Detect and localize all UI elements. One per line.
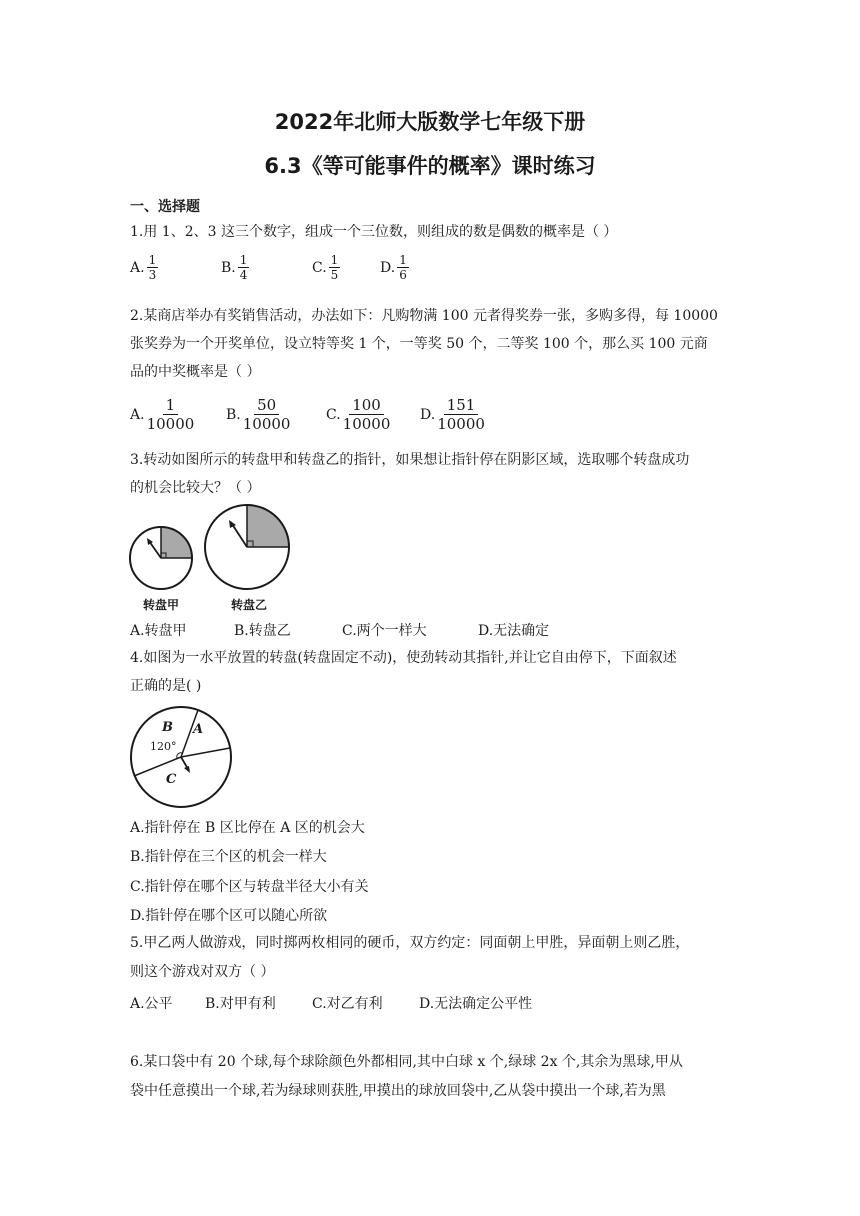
fraction — [437, 396, 485, 433]
denominator: 4 — [239, 268, 248, 282]
pointer-arrowhead — [229, 520, 236, 528]
q4-option-d[interactable]: D.指针停在哪个区可以随心所欲 — [130, 908, 328, 924]
fraction — [238, 253, 250, 282]
section-heading: 一、选择题 — [130, 199, 200, 215]
question-4-line1: 4.如图为一水平放置的转盘(转盘固定不动)，使劲转动其指针,并让它自由停下，下面叙述 — [130, 650, 677, 666]
denominator: 6 — [399, 268, 407, 282]
spinner-jia-figure — [128, 525, 194, 591]
question-1-options — [130, 253, 430, 293]
pointer-needle — [232, 524, 247, 547]
option-label: C. — [312, 259, 327, 276]
numerator: 50 — [254, 396, 279, 415]
document-title-line2: 6.3《等可能事件的概率》课时练习 — [264, 154, 596, 178]
option-label: D. — [420, 406, 436, 423]
q2-option-d[interactable] — [420, 396, 485, 433]
question-4-line2: 正确的是( ) — [130, 678, 202, 694]
denominator: 10000 — [437, 415, 485, 433]
numerator: 1 — [148, 253, 157, 267]
fraction — [147, 396, 195, 433]
denominator: 5 — [330, 268, 339, 282]
q2-option-b[interactable] — [226, 396, 290, 433]
q5-option-a[interactable]: A.公平 — [130, 996, 173, 1012]
q5-option-b[interactable]: B.对甲有利 — [205, 996, 276, 1012]
q2-option-c[interactable] — [326, 396, 390, 433]
question-2-line2: 张奖券为一个开奖单位，设立特等奖 1 个，一等奖 50 个，二等奖 100 个，那么买 100 元商 — [130, 336, 708, 352]
document-title-line1: 2022年北师大版数学七年级下册 — [274, 110, 586, 134]
q4-option-a[interactable]: A.指针停在 B 区比停在 A 区的机会大 — [130, 820, 365, 836]
pointer-needle — [149, 541, 161, 558]
q1-option-a[interactable] — [130, 253, 158, 282]
spinner-jia-caption: 转盘甲 — [143, 598, 180, 612]
q1-option-b[interactable] — [221, 253, 249, 282]
question-3-line2: 的机会比较大？（ ） — [130, 480, 261, 496]
option-label: A. — [130, 406, 145, 423]
question-2-options — [130, 396, 530, 440]
spinner-yi-figure — [203, 503, 291, 591]
spinner-yi-caption: 转盘乙 — [231, 598, 268, 612]
question-5-line2: 则这个游戏对双方（ ） — [130, 964, 275, 980]
question-3-line1: 3.转动如图所示的转盘甲和转盘乙的指针，如果想让指针停在阴影区域，选取哪个转盘成功 — [130, 452, 690, 468]
region-label-b: B — [162, 720, 173, 735]
question-2-line3: 品的中奖概率是（ ） — [130, 364, 261, 380]
fraction — [243, 396, 291, 433]
q3-option-c[interactable]: C.两个一样大 — [342, 623, 427, 639]
question-6-line1: 6.某口袋中有 20 个球,每个球除颜色外都相同,其中白球 x 个,绿球 2x 个,其余为黑球,甲从 — [130, 1054, 683, 1070]
region-label-c: C — [166, 772, 177, 787]
option-label: A. — [130, 259, 145, 276]
spinner-abc-figure — [129, 705, 233, 809]
angle-label: 120° — [150, 740, 177, 753]
q5-option-c[interactable]: C.对乙有利 — [312, 996, 383, 1012]
q1-option-d[interactable] — [380, 253, 409, 282]
region-label-a: A — [193, 722, 204, 737]
option-label: B. — [226, 406, 241, 423]
q3-option-b[interactable]: B.转盘乙 — [234, 623, 291, 639]
q1-option-c[interactable] — [312, 253, 340, 282]
option-label: D. — [380, 259, 396, 276]
numerator: 1 — [330, 253, 339, 267]
denominator: 10000 — [342, 415, 391, 433]
q3-option-a[interactable]: A.转盘甲 — [130, 623, 187, 639]
fraction — [397, 253, 409, 282]
question-2-line1: 2.某商店举办有奖销售活动，办法如下：凡购物满 100 元者得奖券一张，多购多得，每 10000 — [130, 308, 718, 324]
q4-option-b[interactable]: B.指针停在三个区的机会一样大 — [130, 849, 327, 865]
q3-option-d[interactable]: D.无法确定 — [478, 623, 550, 639]
fraction — [343, 396, 391, 433]
numerator: 151 — [444, 396, 479, 415]
option-label: B. — [221, 259, 236, 276]
question-5-line1: 5.甲乙两人做游戏，同时掷两枚相同的硬币，双方约定：同面朝上甲胜，异面朝上则乙胜， — [130, 935, 690, 951]
fraction — [329, 253, 341, 282]
pointer-arrowhead — [184, 766, 190, 773]
question-1-text: 1.用 1、2、3 这三个数字，组成一个三位数，则组成的数是偶数的概率是（ ） — [130, 224, 618, 240]
numerator: 100 — [349, 396, 384, 415]
numerator: 1 — [239, 253, 248, 267]
option-label: C. — [326, 406, 341, 423]
numerator: 1 — [399, 253, 407, 267]
q4-option-c[interactable]: C.指针停在哪个区与转盘半径大小有关 — [130, 879, 369, 895]
fraction — [147, 253, 159, 282]
q2-option-a[interactable] — [130, 396, 194, 433]
denominator: 10000 — [242, 415, 291, 433]
radius-line — [181, 748, 230, 757]
question-6-line2: 袋中任意摸出一个球,若为绿球则获胜,甲摸出的球放回袋中,乙从袋中摸出一个球,若为黑 — [130, 1083, 666, 1099]
q5-option-d[interactable]: D.无法确定公平性 — [419, 996, 533, 1012]
numerator: 1 — [163, 396, 179, 415]
denominator: 10000 — [146, 415, 195, 433]
denominator: 3 — [148, 268, 157, 282]
